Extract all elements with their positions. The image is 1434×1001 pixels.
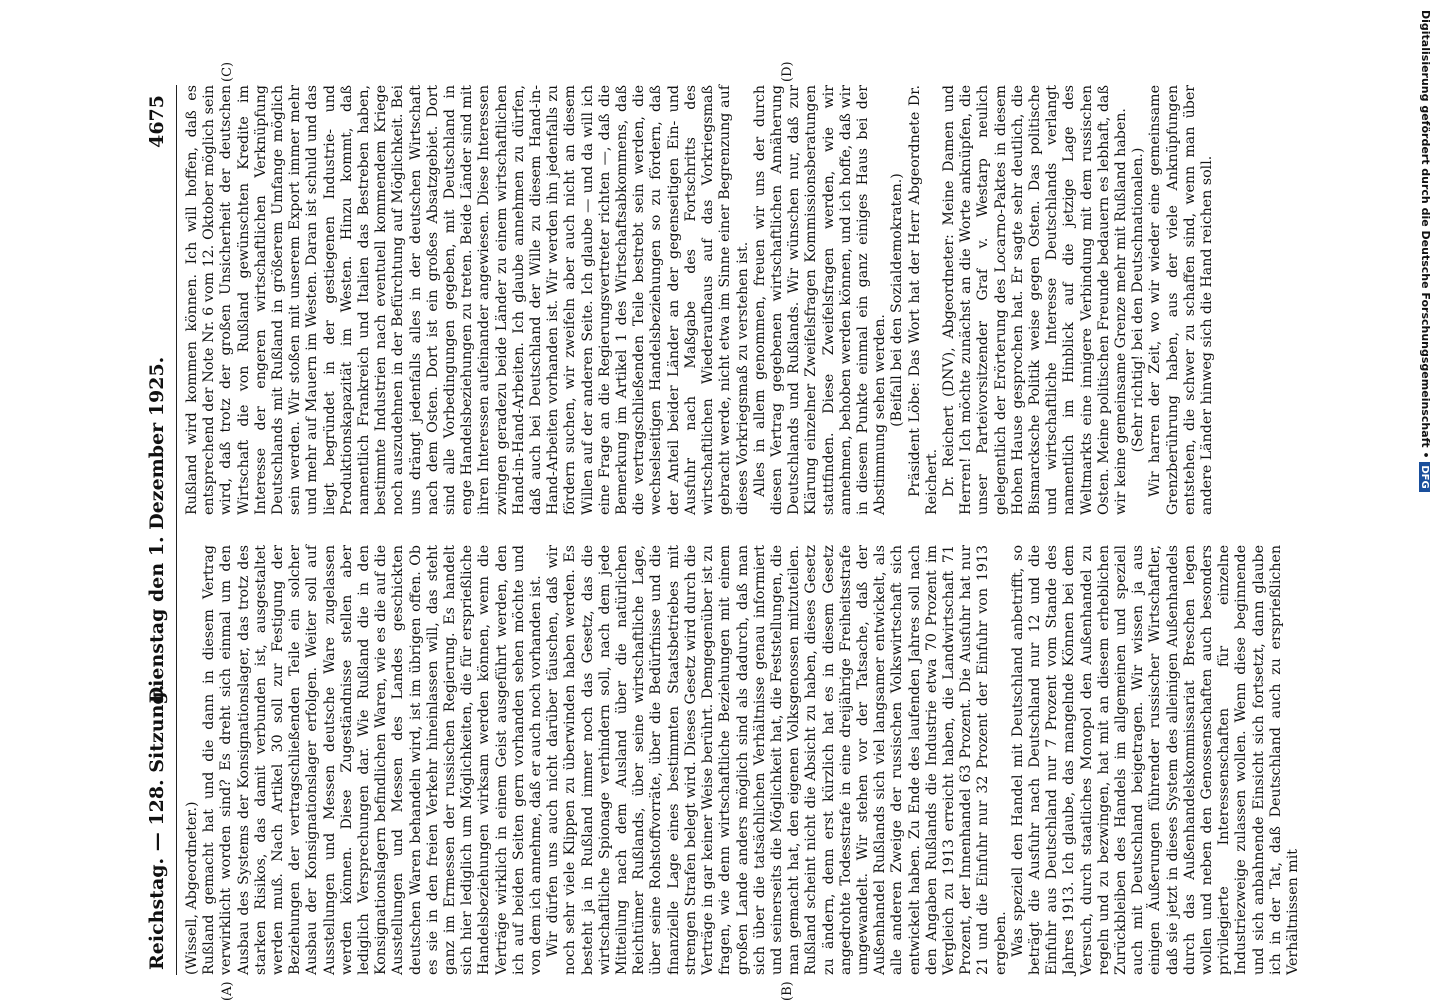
- paragraph: Alles in allem genommen, freuen wir uns der durch diesen Vertrag gegebenen wirtschaftlichen Annäherung Deutschlands und Rußlands. Wir wünschen nur, daß zur Klärung einzelner Zweifelsfragen Kommissionsberatungen stattfinden. Diese Zweifelsfragen werden, wie wir annehmen, behoben werden können, und ich hoffe, daß wir in diesem Punkte einmal ein ganz einiges Haus bei der Abstimmung sehen werden.: [751, 85, 889, 515]
- paragraph: Rußland gemacht hat und die dann in diesem Vertrag verwirklicht worden sind? Es dreht sich einmal um den Ausbau des Systems der Konsignationslager, das trotz des starken Risikos, das damit verbunden ist, ausgestaltet werden muß. Nach Artikel 30 soll zur Festigung der Beziehungen der vertragschließenden Teile ein solcher Ausbau der Konsignationslager erfolgen. Weiter soll auf Ausstellungen und Messen deutsche Ware zugelassen werden können. Diese Zugeständnisse stellen aber lediglich Versprechungen dar. Wie Rußland die in den Konsignationslagern befindlichen Waren, wie es die auf die Ausstellungen und Messen des Landes geschickten deutschen Waren behandeln wird, ist im übrigen offen. Ob es sie in den freien Verkehr hineinlassen will, das steht ganz im Ermessen der russischen Regierung. Es handelt sich hier lediglich um Möglichkeiten, die für ersprießliche Handelsbeziehungen wirksam werden können, wenn die Verträge wirklich in einem Geist ausgeführt werden, den ich auf beiden Seiten gern vorhanden sehen möchte und von dem ich annehme, daß er auch noch vorhanden ist.: [201, 545, 545, 975]
- paragraph: Präsident Löbe: Das Wort hat der Herr Abgeordnete Dr. Reichert.: [906, 85, 940, 515]
- column-left: [184, 545, 1302, 975]
- paragraph: Was speziell den Handel mit Deutschland anbetrifft, so beträgt die Ausfuhr nach Deutschland nur 12 und die Einfuhr aus Deutschland nur 7 Prozent vom Stande des Jahres 1913. Ich glaube, das mangelnde Können bei dem Versuch, durch staatliches Monopol den Außenhandel zu regeln und zu bezwingen, hat mit an diesem erheblichen Zurückbleiben des Handels im allgemeinen und speziell auch mit Deutschland beigetragen. Wir wissen ja aus einigen Äußerungen führender russischer Wirtschaftler, daß sie jetzt in dieses System des alleinigen Außenhandels durch das Außenhandelskommissariat Breschen legen wollen und neben den Genossenschaften auch besonders privilegierte Interessenschaften für einzelne Industriezweige zulassen wollen. Wenn diese beginnende und sich anbahnende Einsicht sich fortsetzt, dann glaube ich in der Tat, daß Deutschland auch zu ersprießlichen Verhältnissen mit: [1009, 545, 1301, 975]
- paragraph: (Beifall bei den Sozialdemokraten.): [889, 173, 906, 427]
- header-left: Reichstag. — 128. Sitzung.: [146, 684, 168, 970]
- paragraph: Wir dürfen uns auch nicht darüber täuschen, daß wir noch sehr viele Klippen zu überwinden haben werden. Es besteht ja in Rußland immer noch das Gesetz, das die wirtschaftliche Spionage verhindern soll, nach dem jede Mitteilung nach dem Ausland über die natürlichen Reichtümer Rußlands, über seine wirtschaftliche Lage, über seine Rohstoffvorräte, über die Bedürfnisse und die finanzielle Lage eines bestimmten Staatsbetriebes mit strengen Strafen belegt wird. Dieses Gesetz wird durch die Verträge in gar keiner Weise berührt. Demgegenüber ist zu fragen, wie denn wirtschaftliche Beziehungen mit einem großen Lande anders möglich sind als dadurch, daß man sich über die tatsächlichen Verhältnisse genau informiert und seinerseits die Möglichkeit hat, die Feststellungen, die man gemacht hat, den eigenen Volksgenossen mitzuteilen. Rußland scheint nicht die Absicht zu haben, dieses Gesetz zu ändern, denn erst kürzlich hat es in diesem Gesetz angedrohte Todesstrafe in eine dreijährige Freiheitsstrafe umgewandelt. Wir stehen vor der Tatsache, daß der Außenhandel Rußlands sich viel langsamer entwickelt, als alle anderen Zweige der russischen Volkswirtschaft sich entwickelt haben. Zu Ende des laufenden Jahres soll nach den Angaben Rußlands die Industrie etwa 70 Prozent im Vergleich zu 1913 erreicht haben, die Landwirtschaft 71 Prozent, der Innenhandel 63 Prozent. Die Ausfuhr hat nur 21 und die Einfuhr nur 32 Prozent der Einfuhr von 1913 ergeben.: [545, 545, 1009, 975]
- paragraph: Dr. Reichert (DNV), Abgeordneter: Meine Damen und Herren! Ich möchte zunächst an die Worte anknüpfen, die unser Parteivorsitzender Graf v. Westarp neulich gelegentlich der Erörterung des Locarno-Paktes in diesem Hohen Hause gesprochen hat. Er sagte sehr deutlich, die Bismarcksche Politik weise gegen Osten. Das politische und wirtschaftliche Interesse Deutschlands verlangt namentlich im Hinblick auf die jetzige Lage des Weltmarkts eine innigere Verbindung mit dem russischen Osten. Meine politischen Freunde bedauern es lebhaft, daß wir keine gemeinsame Grenze mehr mit Rußland haben.: [940, 85, 1129, 515]
- margin-marker-d: (D): [780, 61, 795, 82]
- paragraph: (Sehr richtig! bei den Deutschnationalen.): [1130, 147, 1147, 453]
- rotated-content: [140, 61, 1310, 1001]
- column-right: [184, 85, 1216, 515]
- margin-marker-b: (B): [780, 981, 795, 1001]
- header-rule: [176, 85, 177, 975]
- digitization-note: [1412, 10, 1432, 990]
- digitization-text: Digitalisierung gefördert durch die Deutsche Forschungsgemeinschaft •: [1419, 10, 1432, 459]
- paragraph: Rußland wird kommen können. Ich will hoffen, daß es entsprechend der Note Nr. 6 vom 12. Oktober möglich sein wird, daß trotz der großen Unsicherheit der deutschen Wirtschaft die von Rußland gewünschten Kredite im Interesse der engeren wirtschaftlichen Verknüpfung Deutschlands mit Rußland in größerem Umfange möglich sein werden. Wir stoßen mit unserem Export immer mehr und mehr auf Mauern im Westen. Daran ist schuld und das liegt begründet in der gestiegenen Industrie- und Produktionskapazität im Westen. Hinzu kommt, daß namentlich Frankreich und Italien das Bestreben haben, bestimmte Industrien nach eventuell kommendem Kriege noch auszudehnen in der Befürchtung auf Möglichkeit. Bei uns drängt jedenfalls alles in der deutschen Wirtschaft nach dem Osten. Dort ist ein großes Absatzgebiet. Dort sind alle Vorbedingungen gegeben, mit Deutschland in enge Handelsbeziehungen zu treten. Beide Länder sind mit ihren Interessen aufeinander angewiesen. Diese Interessen zwingen geradezu beide Länder zu einem wirtschaftlichen Hand-in-Hand-Arbeiten. Ich glaube annehmen zu dürfen, daß auch bei Deutschland der Wille zu diesem Hand-in-Hand-Arbeiten vorhanden ist. Wir werden ihn jedenfalls zu fördern suchen, wir zweifeln aber auch nicht an diesem Willen auf der anderen Seite. Ich glaube — und da will ich eine Frage an die Regierungsvertreter richten —, daß die Bemerkung im Artikel 1 des Wirtschaftsabkommens, daß die vertragschließenden Teile bestrebt sein werden, die wechselseitigen Handelsbeziehungen so zu fördern, daß der Anteil beider Länder an der gegenseitigen Ein- und Ausfuhr nach Maßgabe des Fortschritts des wirtschaftlichen Wiederaufbaus auf das Vorkriegsmaß gebracht werde, nicht etwa im Sinne einer Begrenzung auf dieses Vorkriegsmaß zu verstehen ist.: [184, 85, 751, 515]
- paragraph: (Wissell, Abgeordneter.): [184, 801, 200, 975]
- dfg-logo: DFG: [1419, 462, 1430, 491]
- margin-marker-a: (A): [220, 981, 235, 1001]
- page-number: 4675: [146, 95, 168, 148]
- header-center: Dienstag den 1. Dezember 1925.: [146, 356, 168, 704]
- margin-marker-c: (C): [220, 61, 235, 82]
- paragraph: Wir harren der Zeit, wo wir wieder eine gemeinsame Grenzberührung haben, aus der viele Anknüpfungen entstehen, die schwer zu schaffen sind, wenn man über andere Länder hinweg sich die Hand reichen soll.: [1147, 85, 1215, 515]
- page-header: [140, 85, 180, 975]
